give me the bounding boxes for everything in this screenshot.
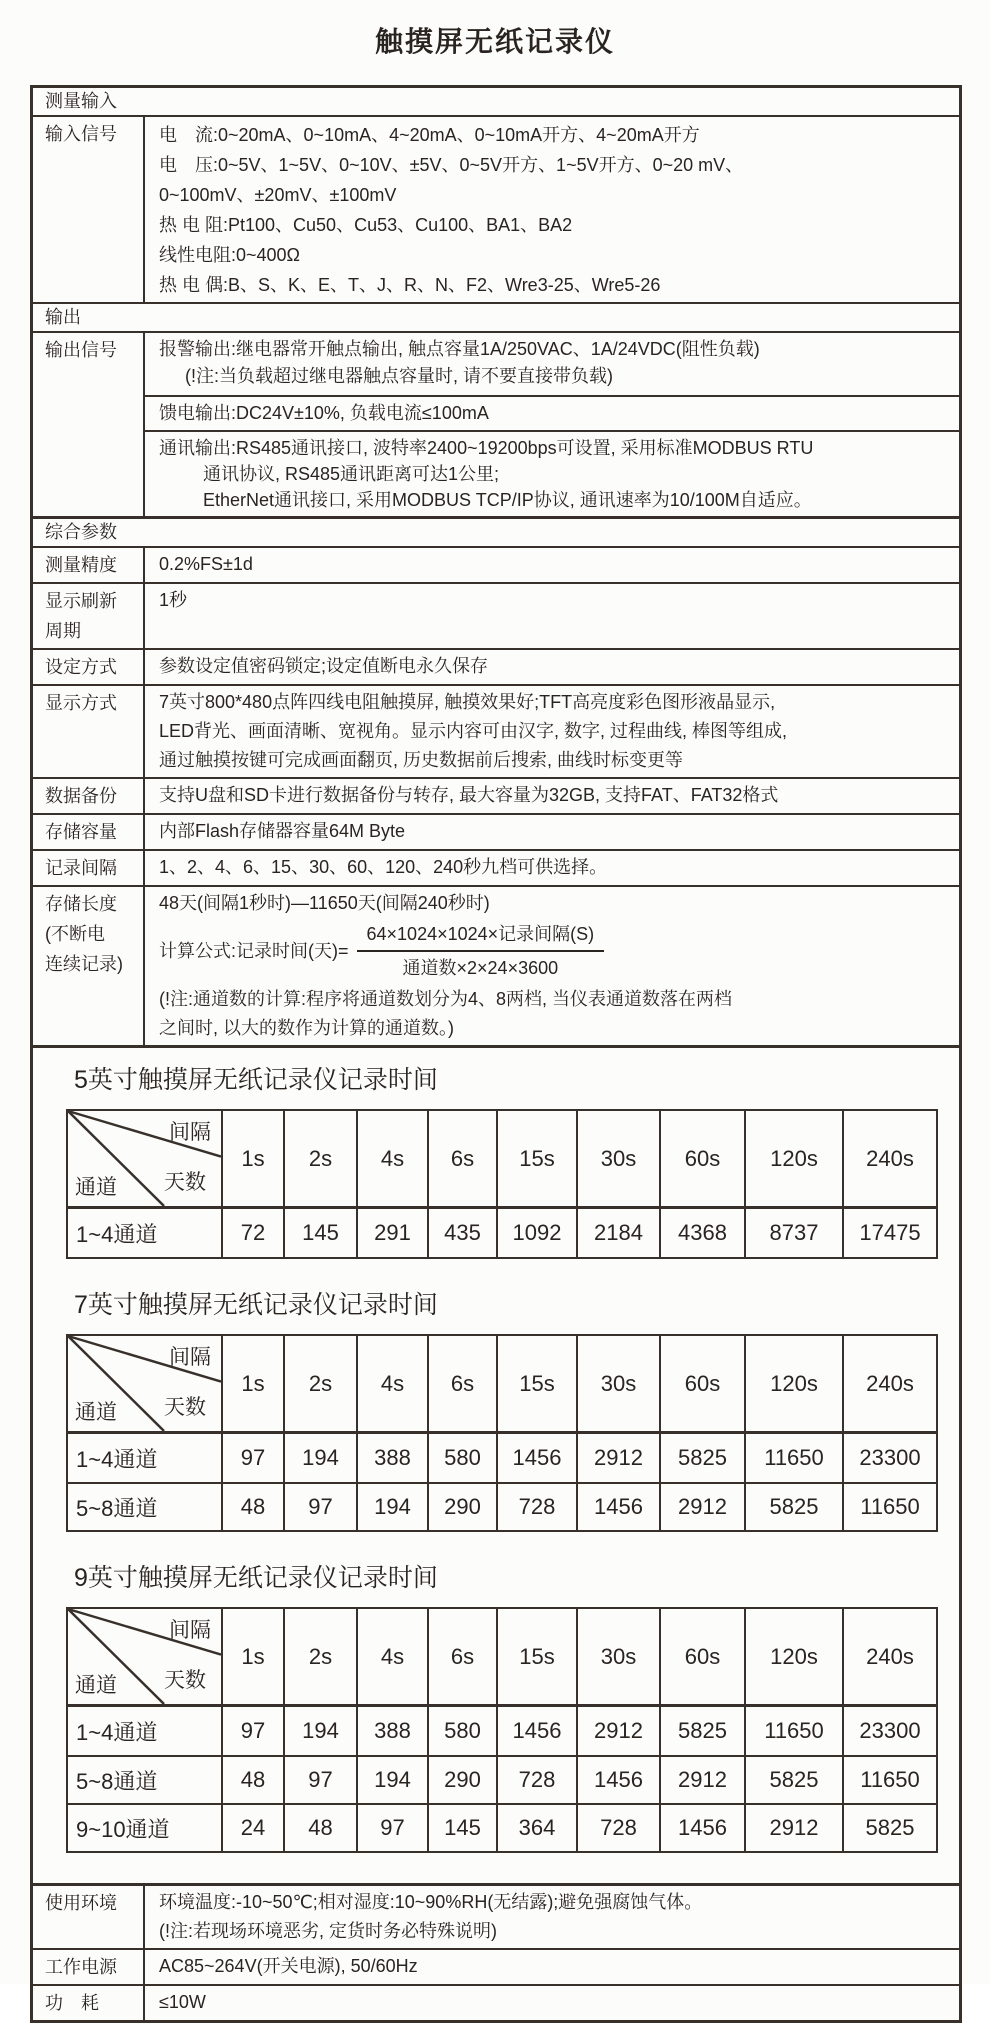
days-value: 97 (356, 1805, 427, 1851)
days-value: 23300 (842, 1434, 936, 1482)
days-value: 1456 (576, 1757, 659, 1803)
days-value: 194 (283, 1434, 356, 1482)
storage-formula (159, 921, 949, 981)
days-value: 194 (356, 1757, 427, 1803)
days-value: 11650 (842, 1757, 936, 1803)
corner-channel-label: 通道 (75, 1674, 117, 1697)
storage-length-label (33, 887, 145, 1045)
days-value: 2184 (576, 1209, 659, 1257)
page-title: 触摸屏无纸记录仪 (374, 26, 615, 57)
storage-capacity-label: 存储容量 (33, 815, 145, 849)
storage-length-label-line3: 连续记录) (45, 954, 123, 974)
input-signal-rtd-line: 热 电 阻:Pt100、Cu50、Cu53、Cu100、BA1、BA2 (159, 215, 573, 235)
record-interval-label: 记录间隔 (33, 851, 145, 885)
channel-range-label: 1~4通道 (76, 1719, 158, 1745)
corner-channel-label: 通道 (75, 1176, 117, 1199)
storage-length-content (145, 887, 959, 1045)
diagonal-header-cell (68, 1111, 221, 1206)
record-table-header-row (68, 1111, 936, 1209)
power-supply-label: 工作电源 (33, 1950, 145, 1984)
days-value: 435 (427, 1209, 496, 1257)
input-signal-voltage-line: 电 压:0~5V、1~5V、0~10V、±5V、0~5V开方、1~5V开方、0~20 mV、 (159, 155, 744, 175)
channel-range-label: 1~4通道 (76, 1221, 158, 1247)
interval-header-30s: 30s (576, 1111, 659, 1206)
days-value: 97 (221, 1434, 283, 1482)
environment-line1: 环境温度:-10~50℃;相对湿度:10~90%RH(无结露);避免强腐蚀气体。 (159, 1892, 703, 1912)
channel-range-label: 9~10通道 (76, 1816, 170, 1842)
interval-header-1s: 1s (221, 1336, 283, 1431)
row-data-backup (33, 777, 959, 813)
interval-header-120s: 120s (744, 1111, 842, 1206)
days-value: 388 (356, 1434, 427, 1482)
corner-days-label: 天数 (164, 1669, 206, 1692)
accuracy-value: 0.2%FS±1d (159, 554, 253, 574)
channel-range-label: 1~4通道 (76, 1446, 158, 1472)
interval-header-120s: 120s (744, 1336, 842, 1431)
days-value: 17475 (842, 1209, 936, 1257)
interval-header-240s: 240s (842, 1111, 936, 1206)
corner-days-label: 天数 (164, 1171, 206, 1194)
days-value: 580 (427, 1434, 496, 1482)
alarm-output-subrow (145, 333, 959, 395)
row-power-consumption (33, 1984, 959, 2020)
storage-capacity-value: 内部Flash存储器容量64M Byte (159, 821, 406, 841)
days-value: 5825 (842, 1805, 936, 1851)
interval-header-4s: 4s (356, 1111, 427, 1206)
days-value: 4368 (659, 1209, 744, 1257)
output-signal-content (145, 333, 959, 516)
channel-range-label: 5~8通道 (76, 1768, 158, 1794)
power-consumption-value: ≤10W (159, 1992, 206, 2012)
row-power-supply (33, 1948, 959, 1984)
days-value: 5825 (659, 1434, 744, 1482)
interval-header-30s: 30s (576, 1609, 659, 1704)
days-value: 194 (356, 1484, 427, 1530)
days-value: 580 (427, 1707, 496, 1755)
section-measure-input (33, 88, 959, 115)
row-input-signal (33, 115, 959, 302)
interval-header-60s: 60s (659, 1609, 744, 1704)
input-signal-content (145, 117, 959, 302)
comm-output-line1: 通讯输出:RS485通讯接口, 波特率2400~19200bps可设置, 采用标准MODBUS RTU (159, 438, 814, 458)
section-general-params-label: 综合参数 (45, 522, 117, 542)
days-value: 145 (283, 1209, 356, 1257)
days-value: 388 (356, 1707, 427, 1755)
alarm-output-line1: 报警输出:继电器常开触点输出, 触点容量1A/250VAC、1A/24VDC(阻性负载) (159, 339, 760, 359)
alarm-output-note: (!注:当负载超过继电器触点容量时, 请不要直接带负载) (185, 366, 613, 386)
display-mode-content (145, 686, 959, 777)
interval-header-60s: 60s (659, 1111, 744, 1206)
record-tables-area (33, 1048, 959, 1883)
days-value: 145 (427, 1805, 496, 1851)
days-value: 1092 (496, 1209, 576, 1257)
days-value: 1456 (576, 1484, 659, 1530)
record-table-heading: 7英寸触摸屏无纸记录仪记录时间 (74, 1291, 438, 1319)
record-table-5inch (66, 1109, 938, 1259)
record-table-row (68, 1755, 936, 1803)
days-value: 1456 (659, 1805, 744, 1851)
days-value: 11650 (744, 1707, 842, 1755)
days-value: 2912 (659, 1484, 744, 1530)
days-value: 97 (283, 1757, 356, 1803)
record-table-row (68, 1803, 936, 1851)
days-value: 2912 (744, 1805, 842, 1851)
refresh-cycle-label (33, 584, 145, 648)
days-value: 1456 (496, 1707, 576, 1755)
storage-length-label-line1: 存储长度 (45, 894, 117, 914)
channel-range-label: 5~8通道 (76, 1495, 158, 1521)
record-table-row (68, 1209, 936, 1257)
feed-output-line: 馈电输出:DC24V±10%, 负载电流≤100mA (159, 403, 489, 423)
days-value: 11650 (744, 1434, 842, 1482)
days-value: 72 (221, 1209, 283, 1257)
comm-output-line2: 通讯协议, RS485通讯距离可达1公里; (203, 464, 500, 484)
section-output-label: 输出 (45, 307, 81, 327)
corner-channel-label: 通道 (75, 1401, 117, 1424)
days-value: 290 (427, 1757, 496, 1803)
section-general-params (33, 516, 959, 546)
corner-interval-label: 间隔 (169, 1346, 211, 1369)
storage-length-range: 48天(间隔1秒时)—11650天(间隔240秒时) (159, 893, 490, 913)
days-value: 48 (221, 1757, 283, 1803)
interval-header-60s: 60s (659, 1336, 744, 1431)
input-signal-linear-resistance-line: 线性电阻:0~400Ω (159, 245, 301, 265)
output-signal-label: 输出信号 (33, 333, 145, 516)
record-table-9inch (66, 1607, 938, 1853)
interval-header-240s: 240s (842, 1336, 936, 1431)
comm-output-subrow (145, 430, 959, 516)
section-output (33, 302, 959, 331)
row-storage-capacity (33, 813, 959, 849)
record-interval-value: 1、2、4、6、15、30、60、120、240秒九档可供选择。 (159, 857, 608, 877)
feed-output-subrow (145, 395, 959, 430)
interval-header-120s: 120s (744, 1609, 842, 1704)
storage-formula-fraction (357, 921, 605, 981)
corner-days-label: 天数 (164, 1396, 206, 1419)
interval-header-6s: 6s (427, 1609, 496, 1704)
days-value: 97 (283, 1484, 356, 1530)
days-value: 364 (496, 1805, 576, 1851)
record-table-heading: 5英寸触摸屏无纸记录仪记录时间 (74, 1066, 438, 1094)
storage-formula-denominator: 通道数×2×24×3600 (402, 958, 559, 978)
row-environment (33, 1883, 959, 1948)
input-signal-current-line: 电 流:0~20mA、0~10mA、4~20mA、0~10mA开方、4~20mA开方 (159, 125, 700, 145)
refresh-cycle-label-line2: 周期 (45, 621, 81, 641)
setting-mode-value: 参数设定值密码锁定;设定值断电永久保存 (159, 656, 488, 676)
interval-header-15s: 15s (496, 1336, 576, 1431)
interval-header-1s: 1s (221, 1111, 283, 1206)
row-refresh-cycle (33, 582, 959, 648)
row-storage-length (33, 885, 959, 1045)
days-value: 2912 (576, 1434, 659, 1482)
spec-table (30, 85, 962, 2023)
record-table-row (68, 1482, 936, 1530)
row-record-interval (33, 849, 959, 885)
interval-header-6s: 6s (427, 1336, 496, 1431)
input-signal-thermocouple-line: 热 电 偶:B、S、K、E、T、J、R、N、F2、Wre3-25、Wre5-26 (159, 275, 661, 295)
days-value: 48 (283, 1805, 356, 1851)
interval-header-4s: 4s (356, 1336, 427, 1431)
storage-length-note-line1: (!注:通道数的计算:程序将通道数划分为4、8两档, 当仪表通道数落在两档 (159, 989, 733, 1009)
record-table-7inch (66, 1334, 938, 1532)
interval-header-2s: 2s (283, 1336, 356, 1431)
row-record-tables (33, 1045, 959, 1883)
days-value: 1456 (496, 1434, 576, 1482)
days-value: 24 (221, 1805, 283, 1851)
interval-header-15s: 15s (496, 1111, 576, 1206)
row-accuracy (33, 546, 959, 582)
comm-output-line3: EtherNet通讯接口, 采用MODBUS TCP/IP协议, 通讯速率为10/100M自适应。 (203, 490, 812, 510)
days-value: 5825 (744, 1757, 842, 1803)
environment-content (145, 1886, 959, 1948)
storage-length-label-line2: (不断电 (45, 924, 105, 944)
days-value: 48 (221, 1484, 283, 1530)
days-value: 728 (496, 1484, 576, 1530)
storage-formula-label: 计算公式:记录时间(天)= (159, 941, 349, 961)
record-table-row (68, 1707, 936, 1755)
interval-header-6s: 6s (427, 1111, 496, 1206)
display-mode-label: 显示方式 (33, 686, 145, 777)
days-value: 11650 (842, 1484, 936, 1530)
input-signal-label: 输入信号 (33, 117, 145, 302)
days-value: 290 (427, 1484, 496, 1530)
interval-header-30s: 30s (576, 1336, 659, 1431)
record-table-row (68, 1434, 936, 1482)
corner-interval-label: 间隔 (169, 1121, 211, 1144)
interval-header-15s: 15s (496, 1609, 576, 1704)
power-consumption-label: 功 耗 (33, 1986, 145, 2020)
refresh-cycle-label-line1: 显示刷新 (45, 591, 117, 611)
days-value: 97 (221, 1707, 283, 1755)
interval-header-2s: 2s (283, 1111, 356, 1206)
days-value: 5825 (659, 1707, 744, 1755)
storage-length-note-line2: 之间时, 以大的数作为计算的通道数。) (159, 1018, 454, 1038)
days-value: 728 (496, 1757, 576, 1803)
record-table-heading: 9英寸触摸屏无纸记录仪记录时间 (74, 1564, 438, 1592)
interval-header-240s: 240s (842, 1609, 936, 1704)
display-mode-line1: 7英寸800*480点阵四线电阻触摸屏, 触摸效果好;TFT高亮度彩色图形液晶显示, (159, 692, 776, 712)
row-display-mode (33, 684, 959, 777)
refresh-cycle-value: 1秒 (159, 590, 188, 610)
interval-header-2s: 2s (283, 1609, 356, 1704)
environment-label: 使用环境 (33, 1886, 145, 1948)
days-value: 291 (356, 1209, 427, 1257)
days-value: 2912 (659, 1757, 744, 1803)
record-table-header-row (68, 1336, 936, 1434)
row-output-signal (33, 331, 959, 516)
display-mode-line3: 通过触摸按键可完成画面翻页, 历史数据前后搜索, 曲线时标变更等 (159, 750, 684, 770)
accuracy-label: 测量精度 (33, 548, 145, 582)
data-backup-label: 数据备份 (33, 779, 145, 813)
interval-header-1s: 1s (221, 1609, 283, 1704)
interval-header-4s: 4s (356, 1609, 427, 1704)
days-value: 5825 (744, 1484, 842, 1530)
display-mode-line2: LED背光、画面清晰、宽视角。显示内容可由汉字, 数字, 过程曲线, 棒图等组成, (159, 721, 788, 741)
diagonal-header-cell (68, 1609, 221, 1704)
days-value: 8737 (744, 1209, 842, 1257)
days-value: 194 (283, 1707, 356, 1755)
setting-mode-label: 设定方式 (33, 650, 145, 684)
corner-interval-label: 间隔 (169, 1619, 211, 1642)
section-measure-input-label: 测量输入 (45, 91, 117, 111)
input-signal-voltage-line2: 0~100mV、±20mV、±100mV (159, 185, 397, 205)
record-table-header-row (68, 1609, 936, 1707)
days-value: 23300 (842, 1707, 936, 1755)
storage-formula-numerator: 64×1024×1024×记录间隔(S) (357, 921, 605, 952)
data-backup-value: 支持U盘和SD卡进行数据备份与转存, 最大容量为32GB, 支持FAT、FAT32格式 (159, 785, 779, 805)
power-supply-value: AC85~264V(开关电源), 50/60Hz (159, 1956, 418, 1976)
days-value: 728 (576, 1805, 659, 1851)
environment-line2: (!注:若现场环境恶劣, 定货时务必特殊说明) (159, 1921, 497, 1941)
days-value: 2912 (576, 1707, 659, 1755)
row-setting-mode (33, 648, 959, 684)
diagonal-header-cell (68, 1336, 221, 1431)
